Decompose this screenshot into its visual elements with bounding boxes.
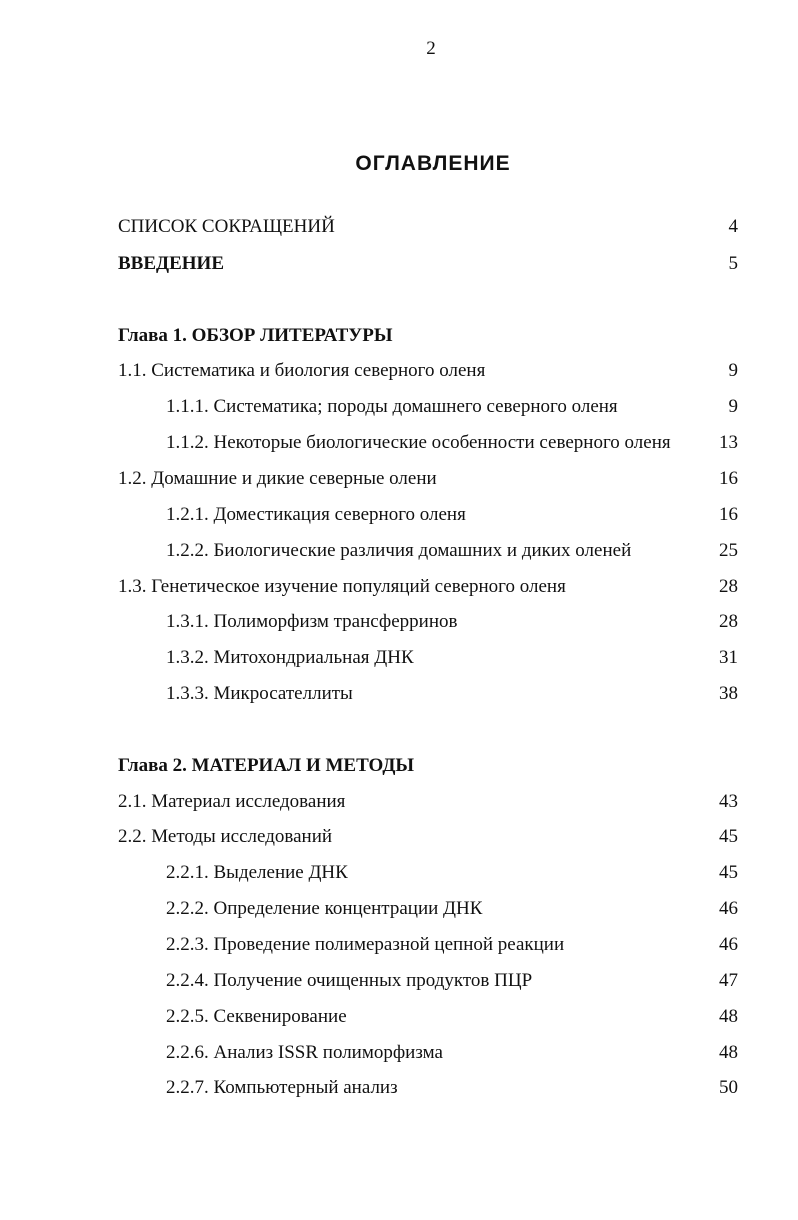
toc-entry-label: 2.2.4. Получение очищенных продуктов ПЦР (166, 970, 533, 991)
toc-entry-label: 1.2.1. Доместикация северного оленя (166, 504, 466, 525)
toc-entry[interactable] (118, 1039, 738, 1067)
toc-entry[interactable] (118, 967, 738, 995)
toc-entry-page: 16 (719, 504, 738, 525)
toc-entry-label: 2.2.5. Секвенирование (166, 1006, 347, 1027)
toc-entry-page: 9 (728, 360, 738, 381)
toc-entry-label: 1.3.2. Митохондриальная ДНК (166, 647, 414, 668)
toc-title: ОГЛАВЛЕНИЕ (355, 152, 511, 175)
toc-entry-page: 4 (728, 216, 738, 237)
toc-entry[interactable] (118, 573, 738, 601)
toc-entry-page: 46 (719, 898, 738, 919)
toc-entry[interactable] (118, 393, 738, 421)
toc-entry-label: 2.2.3. Проведение полимеразной цепной реакции (166, 934, 565, 955)
toc-entry[interactable] (118, 537, 738, 565)
toc-entry-label: 2.2.7. Компьютерный анализ (166, 1077, 398, 1098)
toc-entry-page: 45 (719, 862, 738, 883)
toc-entry-page: 28 (719, 611, 738, 632)
toc-entry-label: 1.2.2. Биологические различия домашних и диких оленей (166, 540, 632, 561)
toc-entry-page: 46 (719, 934, 738, 955)
toc-entry-label: СПИСОК СОКРАЩЕНИЙ (118, 216, 335, 237)
chapter-1-heading[interactable]: Глава 1. ОБЗОР ЛИТЕРАТУРЫ (118, 325, 393, 346)
toc-entry-page: 31 (719, 647, 738, 668)
toc-entry[interactable] (118, 895, 738, 923)
toc-entry-page: 28 (719, 576, 738, 597)
toc-entry-page: 48 (719, 1042, 738, 1063)
toc-entry[interactable] (118, 429, 738, 457)
toc-entry[interactable] (118, 859, 738, 887)
toc-entry-label: 1.1.1. Систематика; породы домашнего северного оленя (166, 396, 618, 417)
toc-entry-label: 2.2.6. Анализ ISSR полиморфизма (166, 1042, 443, 1063)
toc-entry-label: 2.2. Методы исследований (118, 826, 333, 847)
toc-entry-page: 38 (719, 683, 738, 704)
toc-entry[interactable] (118, 608, 738, 636)
toc-entry-abbreviations[interactable] (118, 213, 738, 241)
toc-entry[interactable] (118, 465, 738, 493)
toc-entry-page: 50 (719, 1077, 738, 1098)
toc-entry-label: 1.3.3. Микросателлиты (166, 683, 353, 704)
toc-entry-page: 45 (719, 826, 738, 847)
toc-entry[interactable] (118, 823, 738, 851)
toc-entry[interactable] (118, 788, 738, 816)
toc-entry-label: 1.3. Генетическое изучение популяций северного оленя (118, 576, 566, 597)
toc-entry-page: 16 (719, 468, 738, 489)
toc-entry-label: 1.3.1. Полиморфизм трансферринов (166, 611, 458, 632)
toc-entry-label: 2.1. Материал исследования (118, 791, 346, 812)
toc-entry-label: 1.1.2. Некоторые биологические особенности северного оленя (166, 432, 671, 453)
toc-entry[interactable] (118, 644, 738, 672)
toc-entry-label: 2.2.2. Определение концентрации ДНК (166, 898, 483, 919)
toc-entry-page: 5 (728, 253, 738, 274)
toc-entry-page: 25 (719, 540, 738, 561)
toc-entry-page: 48 (719, 1006, 738, 1027)
toc-entry[interactable] (118, 1003, 738, 1031)
page-number: 2 (426, 38, 436, 59)
toc-entry[interactable] (118, 1074, 738, 1102)
toc-entry[interactable] (118, 501, 738, 529)
toc-entry[interactable] (118, 680, 738, 708)
toc-entry-label: ВВЕДЕНИЕ (118, 253, 224, 274)
toc-entry-label: 2.2.1. Выделение ДНК (166, 862, 348, 883)
toc-entry-page: 47 (719, 970, 738, 991)
toc-entry-label: 1.2. Домашние и дикие северные олени (118, 468, 437, 489)
toc-entry-page: 43 (719, 791, 738, 812)
toc-entry-page: 13 (719, 432, 738, 453)
chapter-2-heading[interactable]: Глава 2. МАТЕРИАЛ И МЕТОДЫ (118, 755, 415, 776)
toc-entry[interactable] (118, 931, 738, 959)
toc-entry-page: 9 (728, 396, 738, 417)
toc-entry-label: 1.1. Систематика и биология северного оленя (118, 360, 486, 381)
toc-entry[interactable] (118, 357, 738, 385)
toc-entry-introduction[interactable] (118, 250, 738, 278)
